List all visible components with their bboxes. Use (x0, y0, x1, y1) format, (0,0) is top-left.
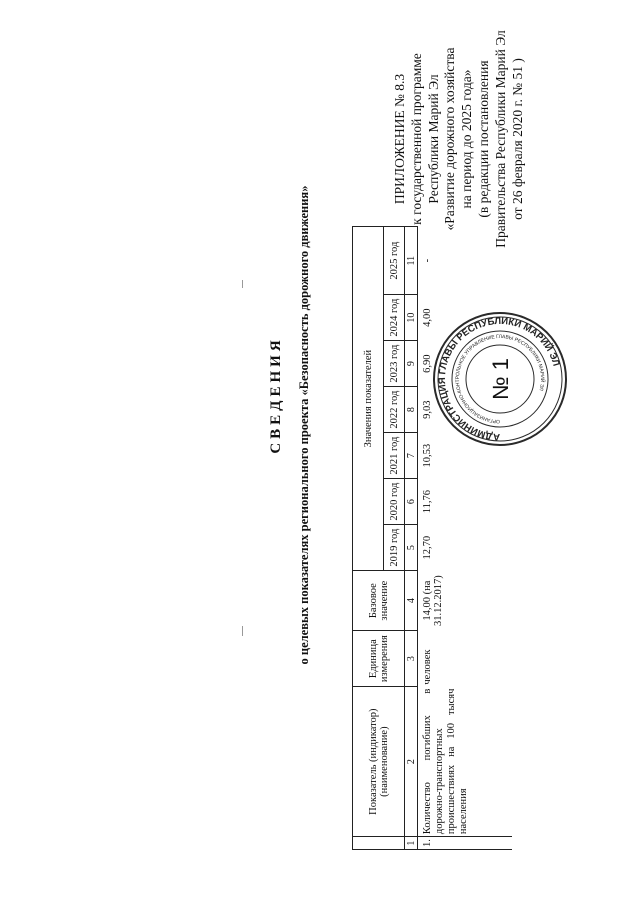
col-number: 3 (405, 631, 418, 687)
col-number: 6 (405, 479, 418, 525)
col-number: 1 (405, 837, 418, 850)
document-subtitle: о целевых показателях регионального проекта «Безопасность дорожного движения» (297, 185, 311, 665)
header-base: Базовое значение (353, 571, 405, 631)
col-number: 10 (405, 295, 418, 341)
header-year: 2024 год (384, 295, 405, 341)
header-num (353, 837, 405, 850)
appendix-line: от 26 февраля 2020 г. № 51 ) (509, 58, 525, 220)
row-value: 12,70 (422, 535, 433, 560)
header-values-group: Значения показателей (353, 227, 384, 571)
header-indicator: Показатель (индикатор) (наименование) (353, 687, 405, 837)
seal-inner-textpath: ОРГАНИЗАЦИОННО-КОНТРОЛЬНОЕ УПРАВЛЕНИЕ ГЛАВЫ РЕСПУБЛИКИ МАРИЙ ЭЛ (454, 333, 546, 425)
col-number: 2 (405, 687, 418, 837)
appendix-line: Правительства Республики Марий Эл (492, 30, 508, 248)
header-year: 2022 год (384, 387, 405, 433)
header-year: 2021 год (384, 433, 405, 479)
row-indicator: Количество погибших в дорожно-транспортных происшествиях на 100 тысяч населения (422, 688, 469, 835)
appendix-line: ПРИЛОЖЕНИЕ № 8.3 (392, 73, 407, 205)
official-seal-icon (430, 309, 570, 449)
col-number: 5 (405, 525, 418, 571)
row-value: - (422, 258, 433, 263)
appendix-line: к государственной программе (408, 53, 424, 225)
header-unit: Единица измерения (353, 631, 405, 687)
col-number: 9 (405, 341, 418, 387)
row-value: 10,53 (422, 443, 433, 468)
appendix-line: на период до 2025 года» (459, 69, 475, 209)
col-number: 7 (405, 433, 418, 479)
col-number: 11 (405, 227, 418, 295)
appendix-line: «Развитие дорожного хозяйства (442, 47, 458, 231)
row-base: 14,00 (на 31.12.2017) (422, 575, 444, 626)
appendix-line: (в редакции постановления (475, 60, 491, 218)
header-year: 2020 год (384, 479, 405, 525)
col-number: 4 (405, 571, 418, 631)
seal-outer-textpath: АДМИНИСТРАЦИЯ ГЛАВЫ РЕСПУБЛИКИ МАРИЙ ЭЛ (436, 315, 562, 443)
scan-mark (242, 626, 243, 636)
row-unit: человек (422, 649, 433, 685)
row-value: 4,00 (422, 308, 433, 327)
header-year: 2025 год (384, 227, 405, 295)
col-number: 8 (405, 387, 418, 433)
seal-number: № 1 (488, 358, 513, 400)
row-value: 6,90 (422, 354, 433, 373)
header-year: 2019 год (384, 525, 405, 571)
row-value: 11,76 (422, 490, 433, 514)
scan-mark (242, 280, 243, 288)
document-title: СВЕДЕНИЯ (268, 336, 284, 454)
header-year: 2023 год (384, 341, 405, 387)
row-value: 9,03 (422, 400, 433, 419)
row-num: 1. (418, 837, 513, 850)
appendix-line: Республики Марий Эл (425, 74, 441, 204)
